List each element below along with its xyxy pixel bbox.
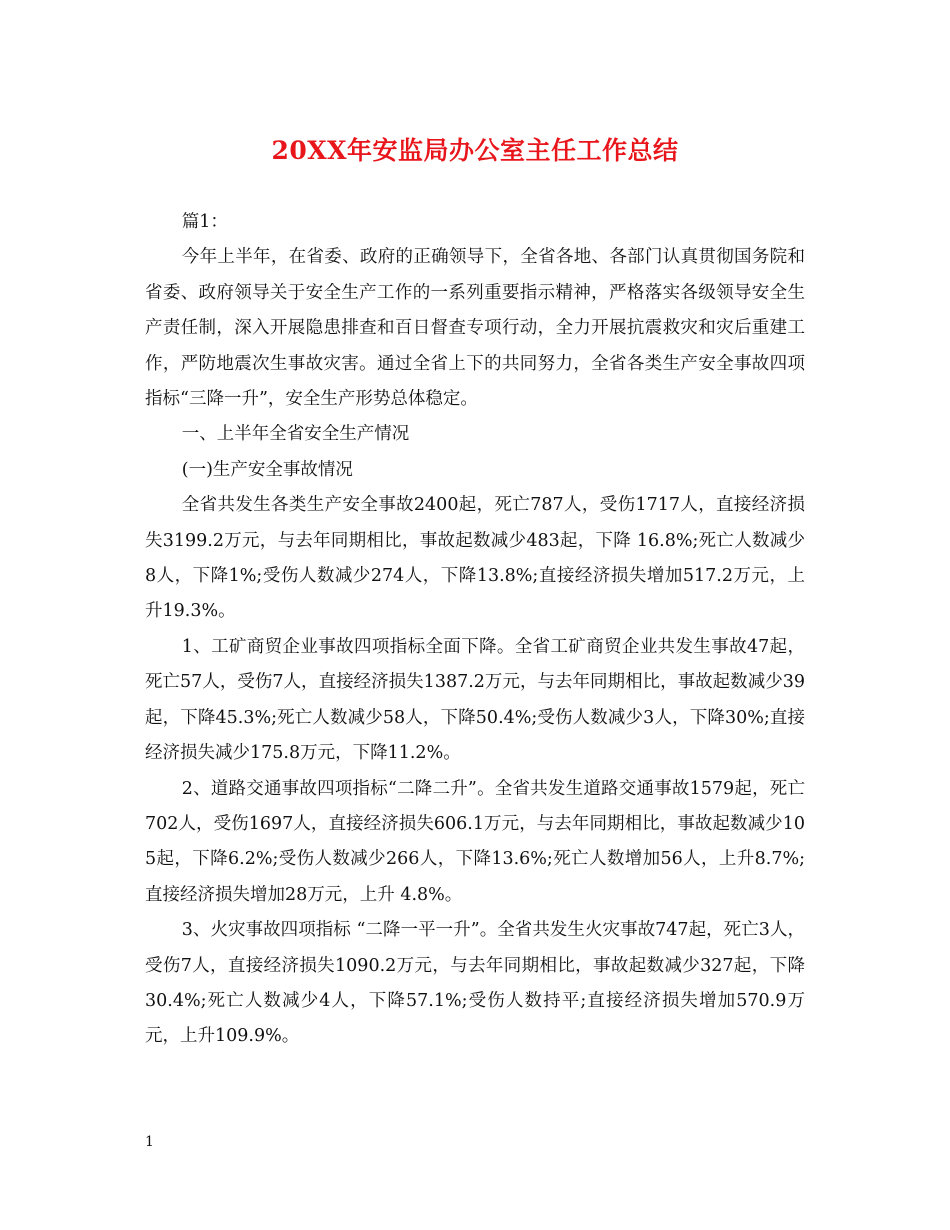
- document-body: [145, 205, 805, 1055]
- heading-level-1: 一、上半年全省安全生产情况: [181, 424, 410, 445]
- industry-accidents-paragraph: 1、工矿商贸企业事故四项指标全面下降。全省工矿商贸企业共发生事故47起，死亡57人，受伤7人，直接经济损失1387.2万元，与去年同期相比，事故起数减少39起，下降45.3%;死亡人数减少58人，下降50.4%;受伤人数减少3人，下降30%;直接经济损失减少175.8万元，下降11.2%。: [145, 636, 805, 764]
- summary-paragraph: 全省共发生各类生产安全事故2400起，死亡787人，受伤1717人，直接经济损失3199.2万元，与去年同期相比，事故起数减少483起，下降 16.8%;死亡人数减少8人，下降1%;受伤人数减少274人，下降13.8%;直接经济损失增加517.2万元，上升19.3%。: [145, 495, 805, 622]
- document-title: 20XX年安监局办公室主任工作总结: [271, 136, 679, 165]
- heading-level-2: (一)生产安全事故情况: [181, 459, 353, 480]
- page-number: 1: [145, 1134, 154, 1150]
- road-traffic-paragraph: 2、道路交通事故四项指标“二降二升”。全省共发生道路交通事故1579起，死亡702人，受伤1697人，直接经济损失606.1万元，与去年同期相比，事故起数减少105起，下降6.2%;受伤人数减少266人，下降13.6%;死亡人数增加56人，上升8.7%;直接经济损失增加28万元，上升 4.8%。: [145, 778, 805, 905]
- intro-paragraph: 今年上半年，在省委、政府的正确领导下，全省各地、各部门认真贯彻国务院和省委、政府领导关于安全生产工作的一系列重要指示精神，严格落实各级领导安全生产责任制，深入开展隐患排查和百日督查专项行动，全力开展抗震救灾和灾后重建工作，严防地震次生事故灾害。通过全省上下的共同努力，全省各类生产安全事故四项指标“三降一升”，安全生产形势总体稳定。: [145, 247, 805, 410]
- fire-accidents-paragraph: 3、火灾事故四项指标 “二降一平一升”。全省共发生火灾事故747起，死亡3人，受伤7人，直接经济损失1090.2万元，与去年同期相比，事故起数减少327起，下降 30.4%;死亡人数减少4人，下降57.1%;受伤人数持平;直接经济损失增加570.9万元，上升109.9%。: [145, 920, 805, 1047]
- section-label: 篇1：: [181, 212, 228, 232]
